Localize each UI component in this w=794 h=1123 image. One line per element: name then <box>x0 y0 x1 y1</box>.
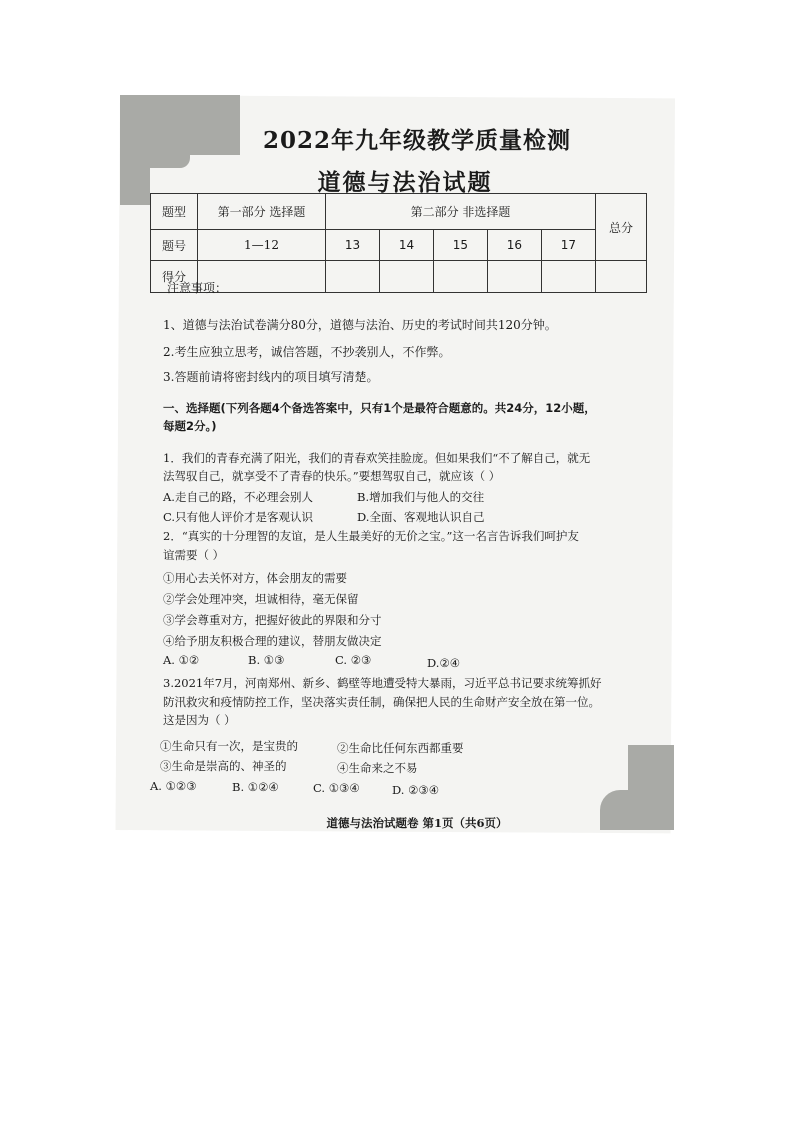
row-label-score: 得分 <box>151 261 198 293</box>
section-heading: 一、选择题(下列各题4个备选答案中，只有1个是最符合题意的。共24分，12小题， <box>163 401 596 415</box>
q3-statement-3: ③生命是崇高的、神圣的 <box>160 759 287 773</box>
q1-option-b: B.增加我们与他人的交往 <box>357 490 485 504</box>
exam-subtitle: 道德与法治试题 <box>317 169 493 196</box>
q3-stem-cont2: 这是因为（ ） <box>163 713 236 727</box>
q1-option-a: A.走自己的路，不必理会别人 <box>163 490 313 504</box>
question-number: 13 <box>326 229 380 261</box>
note-item: 2.考生应独立思考，诚信答题，不抄袭别人，不作弊。 <box>163 345 451 359</box>
score-cell[interactable] <box>379 261 433 293</box>
question-number: 16 <box>487 229 541 261</box>
question-range: 1—12 <box>198 229 326 261</box>
row-label-number: 题号 <box>151 229 198 261</box>
notes-title: 注意事项： <box>167 281 228 295</box>
page-footer: 道德与法治试题卷 第1页（共6页） <box>326 816 508 830</box>
q2-stem-cont: 谊需要（ ） <box>163 548 225 562</box>
q2-option-b: B. ①③ <box>248 653 285 667</box>
q3-stem: 3.2021年7月，河南郑州、新乡、鹤壁等地遭受特大暴雨，习近平总书记要求统筹抓好 <box>163 676 602 690</box>
row-label-type: 题型 <box>151 194 198 230</box>
q2-stem: 2．“真实的十分理智的友谊，是人生最美好的无价之宝。”这一名言告诉我们呵护友 <box>163 529 579 543</box>
q1-option-d: D.全面、客观地认识自己 <box>357 510 485 524</box>
q2-option-c: C. ②③ <box>335 653 372 667</box>
score-table <box>150 193 647 293</box>
q1-stem: 1．我们的青春充满了阳光，我们的青春欢笑挂脸庞。但如果我们“不了解自己，就无 <box>163 451 591 465</box>
q2-statement-1: ①用心去关怀对方，体会朋友的需要 <box>163 571 347 585</box>
total-label: 总分 <box>596 194 647 261</box>
question-number: 17 <box>541 229 595 261</box>
q2-statement-3: ③学会尊重对方，把握好彼此的界限和分寸 <box>163 613 382 627</box>
score-cell[interactable] <box>433 261 487 293</box>
note-item: 3.答题前请将密封线内的项目填写清楚。 <box>163 370 379 384</box>
score-cell[interactable] <box>487 261 541 293</box>
question-number: 15 <box>433 229 487 261</box>
score-cell[interactable] <box>596 261 647 293</box>
q3-option-d: D. ②③④ <box>392 783 440 797</box>
q1-option-c: C.只有他人评价才是客观认识 <box>163 510 314 524</box>
q2-statement-2: ②学会处理冲突，坦诚相待，毫无保留 <box>163 592 359 606</box>
q3-statement-1: ①生命只有一次，是宝贵的 <box>160 739 298 753</box>
q3-option-b: B. ①②④ <box>232 780 279 794</box>
question-number: 14 <box>379 229 433 261</box>
part2-label: 第二部分 非选择题 <box>326 194 596 230</box>
score-cell[interactable] <box>541 261 595 293</box>
q2-option-d: D.②④ <box>427 656 461 670</box>
score-cell[interactable] <box>326 261 380 293</box>
q3-statement-4: ④生命来之不易 <box>337 761 418 775</box>
q1-stem-cont: 法驾驭自己，就享受不了青春的快乐。”要想驾驭自己，就应该（ ） <box>163 469 501 483</box>
part1-label: 第一部分 选择题 <box>198 194 326 230</box>
exam-title: 2022年九年级教学质量检测 <box>262 127 571 154</box>
q2-option-a: A. ①② <box>163 653 200 667</box>
note-item: 1、道德与法治试卷满分80分，道德与法治、历史的考试时间共120分钟。 <box>163 318 557 332</box>
section-heading-cont: 每题2分。) <box>163 419 217 433</box>
q3-option-c: C. ①③④ <box>313 781 360 795</box>
q3-stem-cont: 防汛救灾和疫情防控工作，坚决落实责任制，确保把人民的生命财产安全放在第一位。 <box>163 695 600 709</box>
q2-statement-4: ④给予朋友积极合理的建议，替朋友做决定 <box>163 634 382 648</box>
q3-statement-2: ②生命比任何东西都重要 <box>337 741 464 755</box>
q3-option-a: A. ①②③ <box>150 779 197 793</box>
